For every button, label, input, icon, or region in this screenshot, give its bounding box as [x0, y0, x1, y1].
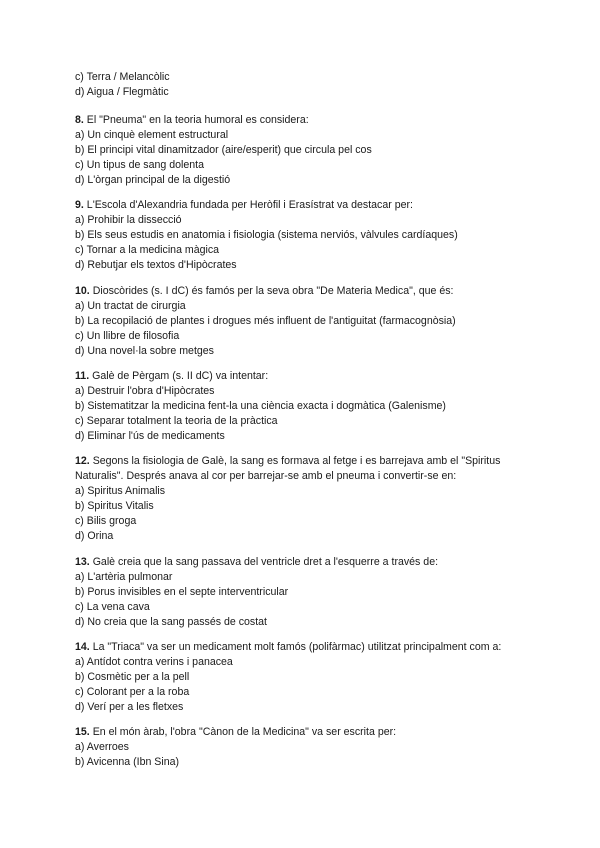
- question-text: 15. En el món àrab, l'obra "Cànon de la Medicina" va ser escrita per:: [75, 726, 397, 738]
- option: a) Averroes: [75, 741, 129, 753]
- question-text: 9. L'Escola d'Alexandria fundada per Heròfil i Erasístrat va destacar per:: [75, 199, 413, 211]
- question-number: 12.: [75, 455, 90, 467]
- question-text: 11. Galè de Pèrgam (s. II dC) va intentar:: [75, 370, 269, 382]
- question-8: [75, 113, 575, 188]
- option: d) Eliminar l'ús de medicaments: [75, 430, 225, 442]
- option: b) La recopilació de plantes i drogues més influent de l'antiguitat (farmacognòsia): [75, 315, 456, 327]
- question-number: 14.: [75, 641, 90, 653]
- top-options: [75, 70, 575, 100]
- question-12: [75, 454, 575, 544]
- question-number: 11.: [75, 370, 90, 382]
- question-text: 14. La "Triaca" va ser un medicament molt famós (polifàrmac) utilitzat principalment com a:: [75, 641, 502, 653]
- option: d) Orina: [75, 530, 114, 542]
- question-text: 8. El "Pneuma" en la teoria humoral es considera:: [75, 114, 309, 126]
- question-15: [75, 725, 575, 770]
- option: d) L'òrgan principal de la digestió: [75, 174, 231, 186]
- option: a) Prohibir la dissecció: [75, 214, 182, 226]
- option: b) Els seus estudis en anatomia i fisiologia (sistema nerviós, vàlvules cardíaques): [75, 229, 458, 241]
- option: d) Verí per a les fletxes: [75, 701, 184, 713]
- option: c) Terra / Melancòlic: [75, 71, 170, 83]
- question-14: [75, 640, 575, 715]
- question-text: 10. Dioscòrides (s. I dC) és famós per la seva obra "De Materia Medica", que és:: [75, 285, 454, 297]
- option: b) Sistematitzar la medicina fent-la una ciència exacta i dogmàtica (Galenisme): [75, 400, 446, 412]
- option: b) Avicenna (Ibn Sina): [75, 756, 180, 768]
- option: c) Separar totalment la teoria de la pràctica: [75, 415, 278, 427]
- question-text: 13. Galè creia que la sang passava del ventricle dret a l'esquerre a través de:: [75, 556, 439, 568]
- option: a) Destruir l'obra d'Hipòcrates: [75, 385, 215, 397]
- option: b) Cosmètic per a la pell: [75, 671, 190, 683]
- option: d) Rebutjar els textos d'Hipòcrates: [75, 259, 237, 271]
- option: d) No creia que la sang passés de costat: [75, 616, 267, 628]
- option: b) El principi vital dinamitzador (aire/esperit) que circula pel cos: [75, 144, 372, 156]
- question-10: [75, 284, 575, 359]
- question-13: [75, 555, 575, 630]
- option: a) Un tractat de cirurgia: [75, 300, 186, 312]
- question-11: [75, 369, 575, 444]
- option: a) L'artèria pulmonar: [75, 571, 173, 583]
- option: a) Antídot contra verins i panacea: [75, 656, 233, 668]
- question-number: 9.: [75, 199, 84, 211]
- question-text: 12. Segons la fisiologia de Galè, la sang es formava al fetge i es barrejava amb el "Spiritus: [75, 455, 501, 467]
- option: c) Bilis groga: [75, 515, 137, 527]
- question-number: 10.: [75, 285, 90, 297]
- option: c) Colorant per a la roba: [75, 686, 190, 698]
- option: c) Tornar a la medicina màgica: [75, 244, 220, 256]
- question-9: [75, 198, 575, 273]
- option: c) Un tipus de sang dolenta: [75, 159, 204, 171]
- option: d) Aigua / Flegmàtic: [75, 86, 169, 98]
- question-number: 15.: [75, 726, 90, 738]
- option: a) Un cinquè element estructural: [75, 129, 229, 141]
- option: d) Una novel·la sobre metges: [75, 345, 214, 357]
- question-number: 8.: [75, 114, 84, 126]
- option: b) Spiritus Vitalis: [75, 500, 154, 512]
- option: a) Spiritus Animalis: [75, 485, 166, 497]
- option: b) Porus invisibles en el septe interventricular: [75, 586, 289, 598]
- question-text-continuation: Naturalis". Després anava al cor per barrejar-se amb el pneuma i convertir-se en:: [75, 470, 457, 482]
- option: c) La vena cava: [75, 601, 150, 613]
- question-number: 13.: [75, 556, 90, 568]
- option: c) Un llibre de filosofia: [75, 330, 180, 342]
